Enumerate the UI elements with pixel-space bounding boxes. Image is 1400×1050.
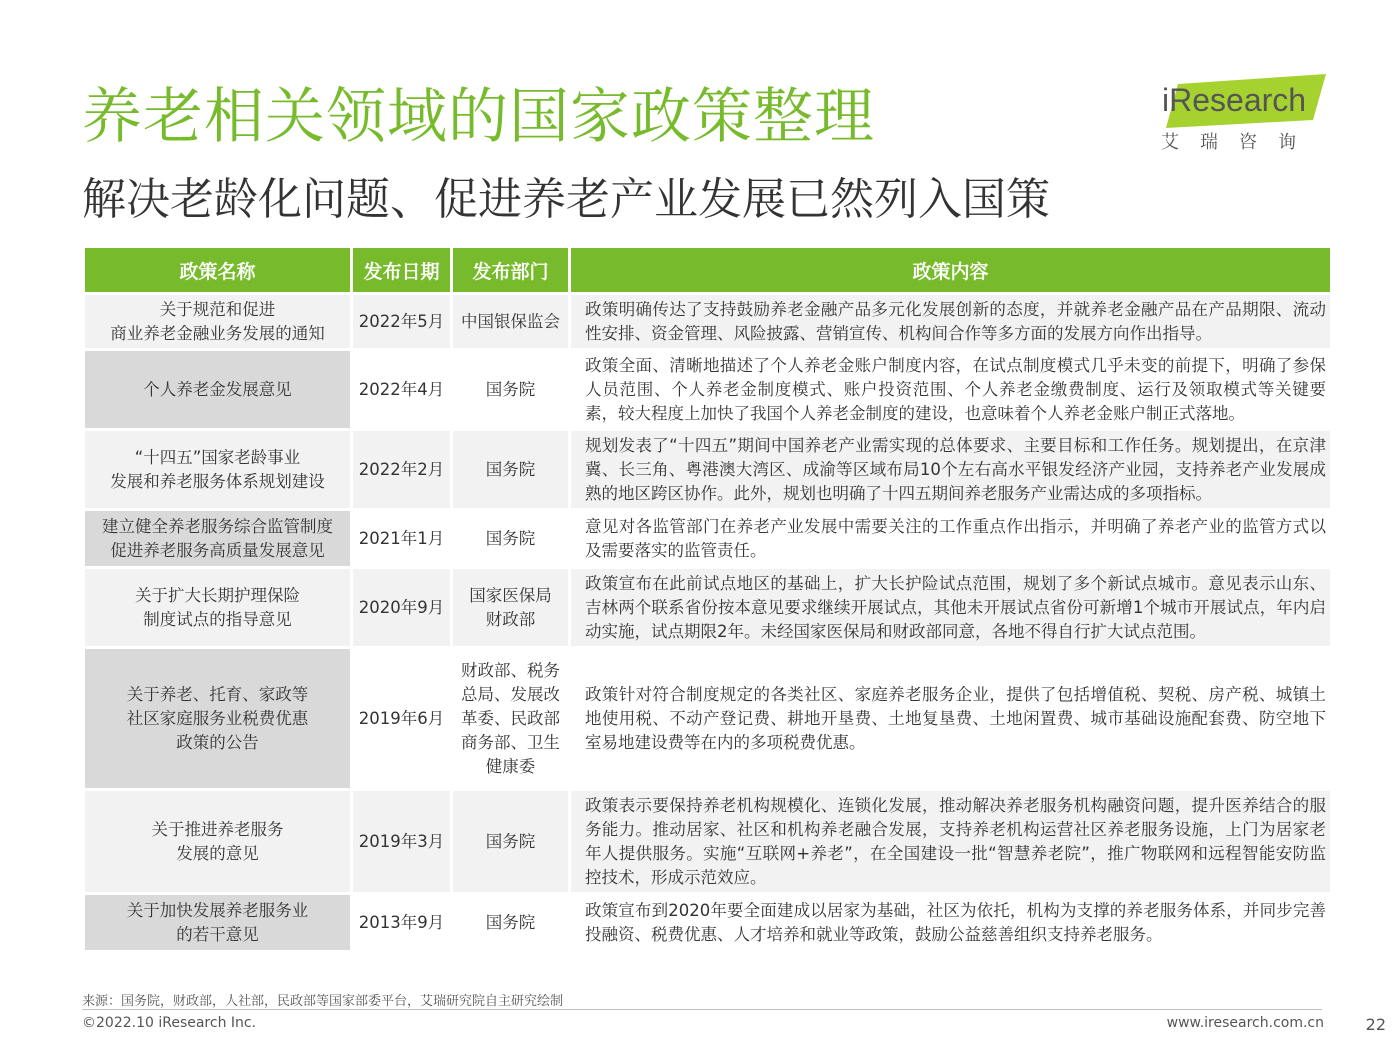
- department-cell: 国务院: [452, 430, 570, 510]
- content-cell: 意见对各监管部门在养老产业发展中需要关注的工作重点作出指示，并明确了养老产业的监管方式以及需要落实的监管责任。: [570, 510, 1332, 568]
- date-cell: 2021年1月: [352, 510, 452, 568]
- policy-name-cell: 关于规范和促进 商业养老金融业务发展的通知: [84, 294, 352, 350]
- table-row: [84, 510, 1332, 568]
- date-cell: 2019年6月: [352, 648, 452, 790]
- date-cell: 2019年3月: [352, 790, 452, 894]
- copyright: ©2022.10 iResearch Inc.: [82, 1015, 257, 1031]
- department-cell: 国务院: [452, 350, 570, 430]
- department-cell: 国务院: [452, 510, 570, 568]
- department-cell: 财政部、税务 总局、发展改 革委、民政部 商务部、卫生 健康委: [452, 648, 570, 790]
- content-cell: 政策宣布在此前试点地区的基础上，扩大长护险试点范围，规划了多个新试点城市。意见表示山东、吉林两个联系省份按本意见要求继续开展试点，其他未开展试点省份可新增1个城市开展试点，年内启动实施，试点期限2年。未经国家医保局和财政部同意，各地不得自行扩大试点范围。: [570, 568, 1332, 648]
- policy-name-cell: 关于加快发展养老服务业 的若干意见: [84, 894, 352, 952]
- source-note: 来源：国务院，财政部，人社部，民政部等国家部委平台，艾瑞研究院自主研究绘制: [82, 994, 564, 1009]
- header-date: 发布日期: [352, 248, 452, 294]
- content-cell: 政策针对符合制度规定的各类社区、家庭养老服务企业，提供了包括增值税、契税、房产税、城镇土地使用税、不动产登记费、耕地开垦费、土地复垦费、土地闲置费、城市基础设施配套费、防空地下室易地建设费等在内的多项税费优惠。: [570, 648, 1332, 790]
- policy-name-cell: 关于扩大长期护理保险 制度试点的指导意见: [84, 568, 352, 648]
- date-cell: 2020年9月: [352, 568, 452, 648]
- header-department: 发布部门: [452, 248, 570, 294]
- content-cell: 政策明确传达了支持鼓励养老金融产品多元化发展创新的态度，并就养老金融产品在产品期限、流动性安排、资金管理、风险披露、营销宣传、机构间合作等多方面的发展方向作出指导。: [570, 294, 1332, 350]
- department-cell: 国务院: [452, 894, 570, 952]
- table-row: [84, 894, 1332, 952]
- table-row: [84, 430, 1332, 510]
- date-cell: 2022年4月: [352, 350, 452, 430]
- policy-name-cell: 关于推进养老服务 发展的意见: [84, 790, 352, 894]
- table-row: [84, 648, 1332, 790]
- date-cell: 2022年2月: [352, 430, 452, 510]
- iresearch-logo: [1158, 72, 1333, 162]
- date-cell: 2013年9月: [352, 894, 452, 952]
- logo-subtext: 艾瑞咨询: [1161, 132, 1317, 153]
- logo-text: iResearch: [1162, 82, 1307, 118]
- header-content: 政策内容: [570, 248, 1332, 294]
- header-policy-name: 政策名称: [84, 248, 352, 294]
- page-subtitle: 解决老龄化问题、促进养老产业发展已然列入国策: [82, 174, 1050, 225]
- policy-table: [82, 248, 1333, 953]
- content-cell: 规划发表了“十四五”期间中国养老产业需实现的总体要求、主要目标和工作任务。规划提出，在京津冀、长三角、粤港澳大湾区、成渝等区域布局10个左右高水平银发经济产业园，支持养老产业发展成熟的地区跨区协作。此外，规划也明确了十四五期间养老服务产业需达成的多项指标。: [570, 430, 1332, 510]
- content-cell: 政策全面、清晰地描述了个人养老金账户制度内容，在试点制度模式几乎未变的前提下，明确了参保人员范围、个人养老金制度模式、账户投资范围、个人养老金缴费制度、运行及领取模式等关键要素，较大程度上加快了我国个人养老金制度的建设，也意味着个人养老金账户制正式落地。: [570, 350, 1332, 430]
- table-row: [84, 350, 1332, 430]
- page-title: 养老相关领域的国家政策整理: [82, 82, 875, 152]
- date-cell: 2022年5月: [352, 294, 452, 350]
- department-cell: 国务院: [452, 790, 570, 894]
- department-cell: 中国银保监会: [452, 294, 570, 350]
- content-cell: 政策表示要保持养老机构规模化、连锁化发展，推动解决养老服务机构融资问题，提升医养结合的服务能力。推动居家、社区和机构养老融合发展，支持养老机构运营社区养老服务设施，上门为居家老年人提供服务。实施“互联网+养老”，在全国建设一批“智慧养老院”，推广物联网和远程智能安防监控技术，形成示范效应。: [570, 790, 1332, 894]
- website-url: www.iresearch.com.cn: [1166, 1015, 1324, 1031]
- table-row: [84, 790, 1332, 894]
- page-number: 22: [1365, 1015, 1386, 1034]
- table-row: [84, 568, 1332, 648]
- policy-name-cell: 个人养老金发展意见: [84, 350, 352, 430]
- footer-divider: [82, 1009, 1322, 1010]
- policy-name-cell: 关于养老、托育、家政等 社区家庭服务业税费优惠 政策的公告: [84, 648, 352, 790]
- table-header-row: [84, 248, 1332, 294]
- policy-name-cell: “十四五”国家老龄事业 发展和养老服务体系规划建设: [84, 430, 352, 510]
- content-cell: 政策宣布到2020年要全面建成以居家为基础，社区为依托，机构为支撑的养老服务体系，并同步完善投融资、税费优惠、人才培养和就业等政策，鼓励公益慈善组织支持养老服务。: [570, 894, 1332, 952]
- department-cell: 国家医保局 财政部: [452, 568, 570, 648]
- policy-name-cell: 建立健全养老服务综合监管制度 促进养老服务高质量发展意见: [84, 510, 352, 568]
- table-row: [84, 294, 1332, 350]
